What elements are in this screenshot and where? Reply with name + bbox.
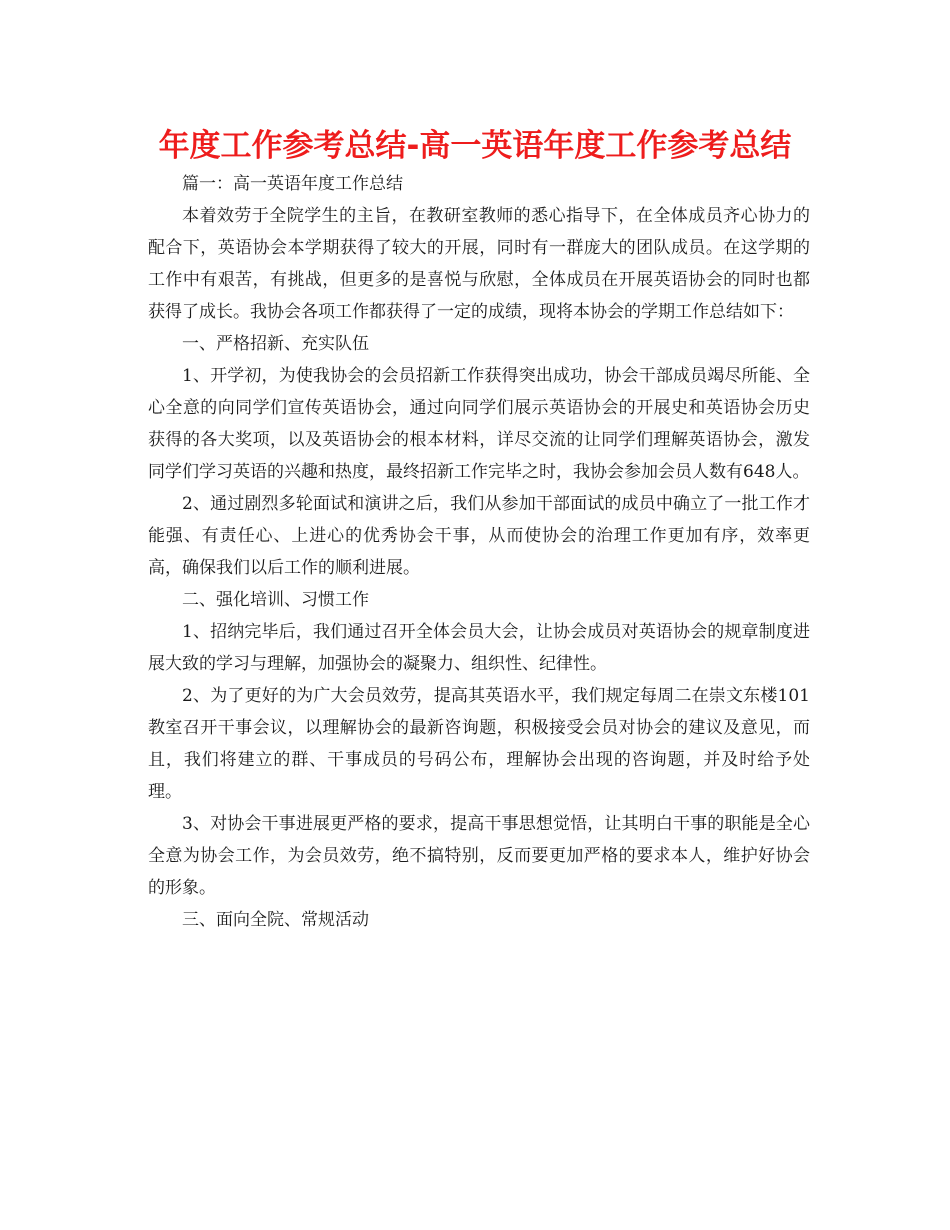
paragraph: 3、对协会干事进展更严格的要求，提高干事思想觉悟，让其明白干事的职能是全心全意为协会工作，为会员效劳，绝不搞特别，反而要更加严格的要求本人，维护好协会的形象。: [148, 814, 810, 898]
paragraph: 本着效劳于全院学生的主旨，在教研室教师的悉心指导下，在全体成员齐心协力的配合下，英语协会本学期获得了较大的开展，同时有一群庞大的团队成员。在这学期的工作中有艰苦，有挑战，但更多的是喜悦与欣慰，全体成员在开展英语协会的同时也都获得了成长。我协会各项工作都获得了一定的成绩，现将本协会的学期工作总结如下：: [148, 206, 810, 322]
section-heading: 三、面向全院、常规活动: [182, 910, 369, 930]
section-heading: 篇一：高一英语年度工作总结: [182, 174, 403, 194]
section-heading: 二、强化培训、习惯工作: [182, 590, 369, 610]
paragraph: 1、开学初，为使我协会的会员招新工作获得突出成功，协会干部成员竭尽所能、全心全意的向同学们宣传英语协会，通过向同学们展示英语协会的开展史和英语协会历史获得的各大奖项，以及英语协会的根本材料，详尽交流的让同学们理解英语协会，激发同学们学习英语的兴趣和热度，最终招新工作完毕之时，我协会参加会员人数有648人。: [148, 366, 810, 482]
paragraph: 2、为了更好的为广大会员效劳，提高其英语水平，我们规定每周二在崇文东楼101教室召开干事会议，以理解协会的最新咨询题，积极接受会员对协会的建议及意见，而且，我们将建立的群、干事成员的号码公布，理解协会出现的咨询题，并及时给予处理。: [148, 686, 810, 802]
paragraph: 2、通过剧烈多轮面试和演讲之后，我们从参加干部面试的成员中确立了一批工作才能强、有责任心、上进心的优秀协会干事，从而使协会的治理工作更加有序，效率更高，确保我们以后工作的顺利进展。: [148, 494, 810, 578]
document-body: [148, 168, 810, 936]
section-heading: 一、严格招新、充实队伍: [182, 334, 369, 354]
paragraph: 1、招纳完毕后，我们通过召开全体会员大会，让协会成员对英语协会的规章制度进展大致的学习与理解，加强协会的凝聚力、组织性、纪律性。: [148, 622, 810, 674]
document-title: 年度工作参考总结-高一英语年度工作参考总结: [158, 128, 792, 164]
